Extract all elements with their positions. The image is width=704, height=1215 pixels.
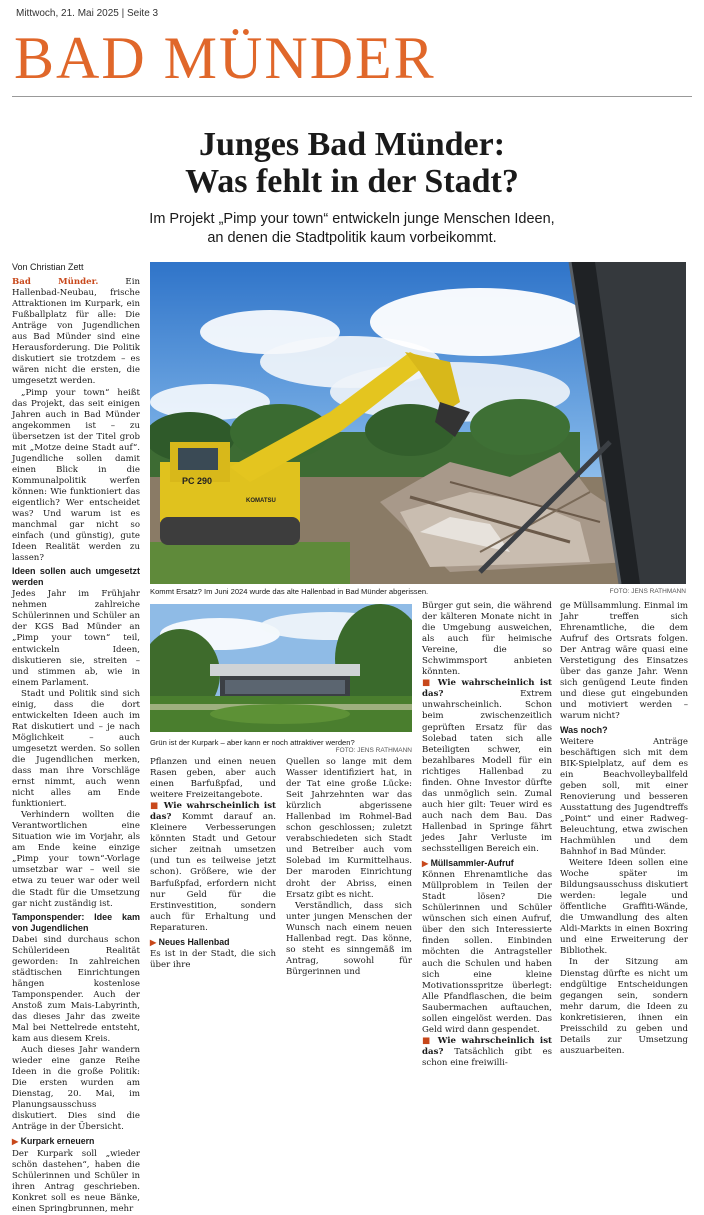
col5-paragraph: ge Müllsammlung. Einmal im Jahr treffen sich Ehrenamtliche, die dem Aufruf des Ortsrats folgen. Der Antrag wäre quasi eine Verstetigung des Einsatzes über das ganze Jahr. Wenn sich genügend Leute finden und diese gut eingebunden und motiviert werden – warum nicht? (560, 601, 688, 722)
bullet-heading-label: Müllsammler-Aufruf (430, 858, 514, 869)
photo-demolition (150, 262, 686, 584)
excavator-model-label: PC 290 (182, 476, 213, 486)
square-icon: ■ (150, 801, 160, 812)
photo-1-credit: FOTO: JENS RATHMANN (609, 588, 686, 595)
photo-2-caption: Grün ist der Kurpark – aber kann er noch attraktiver werden? (150, 738, 355, 747)
col4-paragraph: Extrem unwahrscheinlich. Schon beim zwischenzeitlich geprüften Ersatz für das Solebad taten sich alle Beteiligten schwer, ein bezahlbares Modell für ein richtiges Hallenbad zu finden. Ohne Investor dürfte das unmöglich sein. Zumal auch hier gilt: Teuer wird es auch nach dem Bau. Das Hallenbad in Springe fährt jedes Jahr Verluste im sechsstelligen Bereich ein. (422, 689, 552, 855)
section-heading: Tamponspender: Idee kam von Jugendlichen (12, 911, 140, 933)
headline-line-1: Junges Bad Münder: (198, 126, 506, 163)
square-icon: ■ (422, 1035, 433, 1046)
masthead-rule (12, 96, 692, 97)
photo-2-credit: FOTO: JENS RATHMANN (335, 747, 412, 754)
triangle-right-icon: ▶ (12, 1137, 19, 1147)
section-heading: Ideen sollen auch umgesetzt werden (12, 566, 140, 588)
byline: Von Christian Zett (12, 262, 84, 272)
col1-paragraph: Auch dieses Jahr wandern wieder eine ganze Reihe Ideen in die große Politik: Die ersten wurden am Dienstag, 20. Mai, im Planungsausschuss diskutiert. Dies sind die Anträge in der Übersicht. (12, 1045, 140, 1133)
headline-line-2: Was fehlt in der Stadt? (185, 163, 519, 200)
col3-paragraph: Quellen so lange mit dem Wasser identifiziert hat, in der Tat eine große Lücke: Seit Jahrzehnten war das kürzlich abgerissene Hallenbad im Rohmel-Bad schon geschlossen; zuletzt verabschiedeten sich Stadt und Betreiber auch vom Solebad im Kurmittelhaus. Der maroden Einrichtung droht der Abriss, einen Ersatz gibt es nicht. (286, 757, 412, 900)
question-label: Wie wahrscheinlich ist das? (422, 678, 553, 700)
headline (0, 126, 704, 200)
issue-date-page: Mittwoch, 21. Mai 2025 | Seite 3 (16, 8, 159, 19)
question-label: Wie wahrscheinlich ist das? (150, 801, 277, 823)
col3-paragraph: Verständlich, dass sich unter jungen Menschen der Wunsch nach einem neuen Hallenbad regt. Das könne, so steht es sinngemäß im Antrag, sowohl für Bürgerinnen und (286, 900, 412, 977)
article-column-4 (422, 601, 552, 1069)
bullet-heading (150, 937, 276, 948)
col5-paragraph: In der Sitzung am Dienstag dürfte es nicht um endgültige Entscheidungen gegangen sein, sondern mehr darum, die Ideen zu konkretisieren, ihnen ein Preisschild zu geben und Details zur Umsetzung auszuarbeiten. (560, 957, 688, 1056)
bullet-heading-label: Neues Hallenbad (158, 936, 230, 947)
col2-paragraph: Pflanzen und einen neuen Rasen geben, aber auch einen Barfußpfad, und weitere Freizeitangebote. (150, 757, 276, 801)
kurpark-photo-illustration (150, 604, 412, 732)
col1-paragraph: Verhindern wollten die Verantwortlichen eine Situation wie im Vorjahr, als am Ende keine einzige „Pimp your town“-Vorlage umsetzbar war – weil sie etwa zu teuer war oder weil die Stadt für die Umsetzung gar nicht zuständig ist. (12, 810, 140, 909)
subhead-line-2: an denen die Stadtpolitik kaum vorbeikommt. (207, 230, 497, 246)
col1-paragraph: Stadt und Politik sind sich einig, dass die dort entwickelten Ideen auch im Rat diskutiert und – je nach Möglichkeit – auch umgesetzt werden. So sollen die Jugendlichen merken, dass man ihre Vorschläge ernst nimmt, auch wenn nicht alles am Ende funktioniert. (12, 688, 140, 810)
triangle-right-icon: ▶ (422, 859, 429, 869)
col1-paragraph: Ein Hallenbad-Neubau, frische Attraktionen im Kurpark, ein Fußballplatz für alle: Die Anträge von Jugendlichen aus Bad Münder sind eine Herausforderung. Die Politik diskutiert sie trotzdem – es wären nicht die ersten, die umgesetzt werden. (12, 277, 140, 387)
bullet-heading-label: Kurpark erneuern (20, 1136, 95, 1147)
dateline: Bad Münder. (12, 277, 99, 288)
col2-paragraph: Kommt darauf an. Kleinere Verbesserungen könnten Stadt und Getour sicher zeitnah umsetzen (und tun es teilweise jetzt schon). Größere, wie der Barfußpfad, erfordern nicht nur Geld für die Erstinvestition, sondern auch für Erhaltung und Reparaturen. (150, 812, 276, 933)
demolition-photo-illustration (150, 262, 686, 584)
article-column-1 (12, 262, 140, 1215)
col1-paragraph: Dabei sind durchaus schon Schülerideen Realität geworden: In zahlreichen städtischen Einrichtungen hängen kostenlose Tamponspender. Auch der Anstoß zum Mais-Labyrinth, das dieses Jahr das zweite Mal bei Nettelrede entsteht, kam aus diesem Kreis. (12, 934, 140, 1045)
question-label: Wie wahrscheinlich ist das? (422, 1035, 553, 1057)
col1-paragraph: Der Kurpark soll „wieder schön dastehen“, haben die Schülerinnen und Schüler in ihren Antrag geschrieben. Konkret soll es neue Bänke, einen Springbrunnen, mehr (12, 1148, 140, 1214)
col4-paragraph: Bürger gut sein, die während der kälteren Monate nicht in die Umgebung ausweichen, als auch für heimische Vereine, die so Schwimmsport anbieten könnten. (422, 601, 552, 678)
subhead-line-1: Im Projekt „Pimp your town“ entwickeln junge Menschen Ideen, (149, 211, 555, 227)
col4-paragraph: Können Ehrenamtliche das Müllproblem in Teilen der Stadt lösen? Die Schülerinnen und Schüler wünschen sich einen Aufruf, über den sich Interessierte finden sollen. Einbinden möchten die Antragsteller auch die Schulen und haben sich eine kleine Motivationsspritze überlegt: Alle Pfandflaschen, die beim Saubermachen auftauchen, sollen eingelöst werden. Das Geld wird dann gespendet. (422, 870, 552, 1035)
col1-paragraph: „Pimp your town“ heißt das Projekt, das seit einigen Jahren auch in Bad Münder angekommen ist – zu übersetzen ist der Titel grob mit „Motze deine Stadt auf“. Jugendliche sollen damit einen Blick in die Kommunalpolitik werfen können: Wie funktioniert das eigentlich? Wer entscheidet was? Und warum ist es manchmal gar nicht so einfach (und günstig), gute Ideen Realität werden zu lassen? (12, 387, 140, 564)
bullet-heading (12, 1136, 140, 1147)
square-icon: ■ (422, 678, 433, 689)
col4-paragraph: Tatsächlich gibt es schon eine freiwilli- (422, 1046, 552, 1068)
article-column-5 (560, 601, 688, 1057)
article-column-3 (286, 757, 412, 978)
col2-paragraph: Es ist in der Stadt, die sich über ihre (150, 948, 276, 970)
photo-kurpark (150, 604, 412, 732)
article-column-2 (150, 757, 276, 971)
excavator-brand-label: KOMATSU (246, 498, 276, 504)
col1-paragraph: Jedes Jahr im Frühjahr nehmen zahlreiche Schülerinnen und Schüler an der KGS Bad Münder an „Pimp your town“ teil, entwickeln Ideen, diskutieren sie, streiten – und stimmen ab, wie in einem Parlament. (12, 589, 140, 688)
col5-paragraph: Weitere Ideen sollen eine Woche später im Bildungsausschuss diskutiert werden: legale und öffentliche Graffiti-Wände, die Umwandlung des alten Aldi-Markts in einen Boxring und eine Erweiterung der Bibliothek. (560, 858, 688, 957)
triangle-right-icon: ▶ (150, 937, 157, 947)
photo-1-caption: Kommt Ersatz? Im Juni 2024 wurde das alte Hallenbad in Bad Münder abgerissen. (150, 587, 429, 596)
subheadline (0, 210, 704, 248)
masthead: BAD MÜNDER (14, 25, 436, 91)
col5-paragraph: Weitere Anträge beschäftigen sich mit dem BIK-Spielplatz, auf dem es ein Beachvolleyballfeld geben soll, mit einer Renovierung und besseren Ausstattung des Jugendtreffs „Point“ und einer Radweg-Beleuchtung, etwa zwischen Hachmühlen und dem Bahnhof in Bad Münder. (560, 736, 688, 857)
section-heading: Was noch? (560, 724, 608, 735)
bullet-heading (422, 858, 552, 869)
